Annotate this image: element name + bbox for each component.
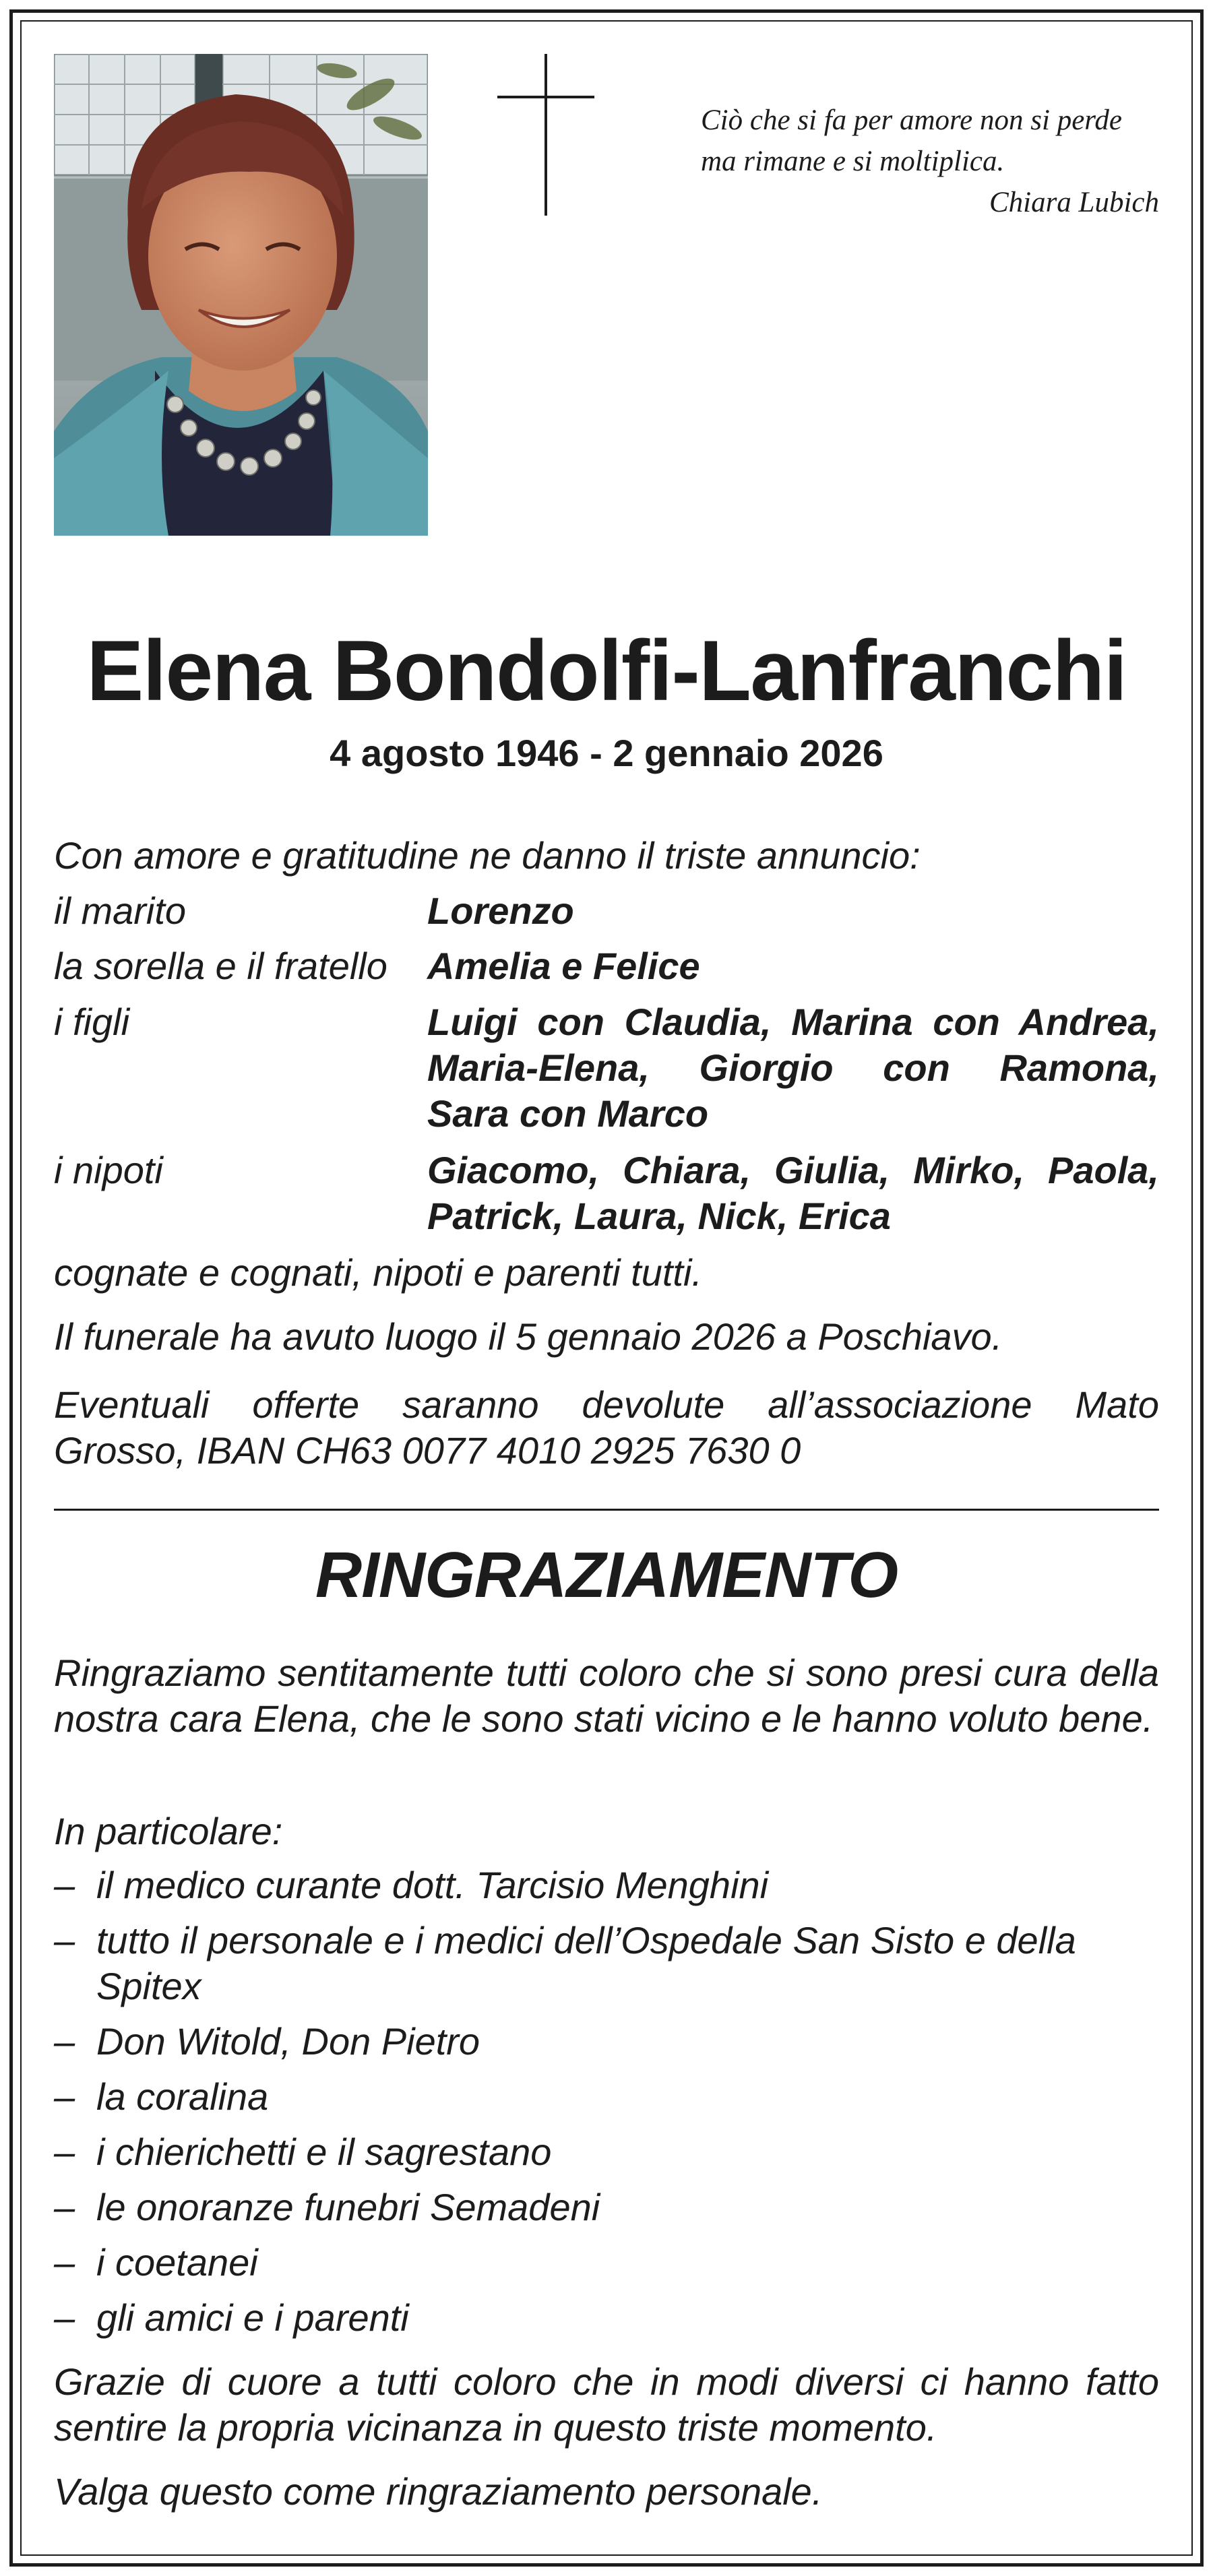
list-item (54, 2185, 1159, 2230)
list-dash: – (54, 2075, 75, 2118)
quote-author: Chiara Lubich (989, 187, 1159, 218)
list-dash: – (54, 1919, 75, 1961)
thanks-final: Valga questo come ringraziamento personale. (54, 2470, 823, 2513)
relative-names-siblings (427, 943, 1159, 989)
quote-line-2: ma rimane e si moltiplica. (701, 146, 1005, 177)
thanks-closing: Grazie di cuore a tutti coloro che in modi diversi ci hanno fatto sentire la propria vicinanza in questo triste momento. (54, 2360, 1159, 2449)
announcement-intro: Con amore e gratitudine ne danno il triste annuncio: (54, 834, 921, 877)
list-item-text: la coralina (96, 2075, 269, 2118)
deceased-name: Elena Bondolfi-Lanfranchi (86, 623, 1127, 718)
list-item (54, 2019, 1159, 2065)
relative-name-line: Maria-Elena, Giorgio con Ramona, (427, 1046, 1159, 1089)
list-dash: – (54, 2241, 75, 2284)
list-dash: – (54, 2020, 75, 2063)
life-dates: 4 agosto 1946 - 2 gennaio 2026 (330, 732, 883, 774)
list-item (54, 1918, 1159, 2009)
relative-name-line: Lorenzo (427, 889, 574, 932)
thanks-intro: Ringraziamo sentitamente tutti coloro che si sono presi cura della nostra cara Elena, che le sono stati vicino e le hanno voluto bene. (54, 1652, 1159, 1740)
funeral-info: Il funerale ha avuto luogo il 5 gennaio 2026 a Poschiavo. (54, 1315, 1003, 1358)
relative-label-husband: il marito (54, 889, 187, 932)
list-item (54, 2295, 1159, 2341)
relative-names-grandchildren (427, 1148, 1159, 1239)
list-item (54, 2240, 1159, 2286)
relative-name-line: Patrick, Laura, Nick, Erica (427, 1195, 891, 1237)
list-item-text: il medico curante dott. Tarcisio Menghini (96, 1864, 769, 1906)
relative-names-children (427, 999, 1159, 1137)
relative-label-children: i figli (54, 1001, 130, 1043)
list-dash: – (54, 1864, 75, 1906)
list-item (54, 2129, 1159, 2175)
relative-name-line: Luigi con Claudia, Marina con Andrea, (427, 1001, 1159, 1043)
quote-line-1: Ciò che si fa per amore non si perde (701, 104, 1123, 136)
list-item-text: gli amici e i parenti (96, 2296, 409, 2339)
epigraph-quote (701, 100, 1159, 223)
list-item (54, 2074, 1159, 2120)
list-dash: – (54, 2186, 75, 2228)
thanks-title: RINGRAZIAMENTO (315, 1539, 898, 1611)
list-item-text: tutto il personale e i medici dell’Ospedale San Sisto e della Spitex (96, 1919, 1076, 2007)
donations-line-2: Grosso, IBAN CH63 0077 4010 2925 7630 0 (54, 1429, 801, 1472)
list-dash: – (54, 2296, 75, 2339)
list-item-text: le onoranze funebri Semadeni (96, 2186, 600, 2228)
portrait-photo (54, 54, 428, 536)
relative-name-line: Giacomo, Chiara, Giulia, Mirko, Paola, (427, 1149, 1159, 1191)
relative-label-grandchildren: i nipoti (54, 1149, 163, 1191)
list-item-text: Don Witold, Don Pietro (96, 2020, 480, 2063)
list-item (54, 1862, 1159, 1908)
list-item-text: i chierichetti e il sagrestano (96, 2131, 552, 2173)
relative-names-husband (427, 888, 1159, 934)
section-divider (54, 1509, 1159, 1511)
other-relatives: cognate e cognati, nipoti e parenti tutti. (54, 1251, 702, 1294)
donations-line-1: Eventuali offerte saranno devolute all’associazione Mato (54, 1383, 1159, 1426)
relative-name-line: Sara con Marco (427, 1092, 709, 1135)
list-item-text: i coetanei (96, 2241, 258, 2284)
list-dash: – (54, 2131, 75, 2173)
thanks-particular: In particolare: (54, 1810, 283, 1852)
relative-name-line: Amelia e Felice (427, 945, 700, 987)
thanks-list (54, 1862, 1159, 2350)
cross-icon (497, 54, 594, 216)
relative-label-siblings: la sorella e il fratello (54, 945, 387, 987)
donations-info (54, 1382, 1159, 1474)
